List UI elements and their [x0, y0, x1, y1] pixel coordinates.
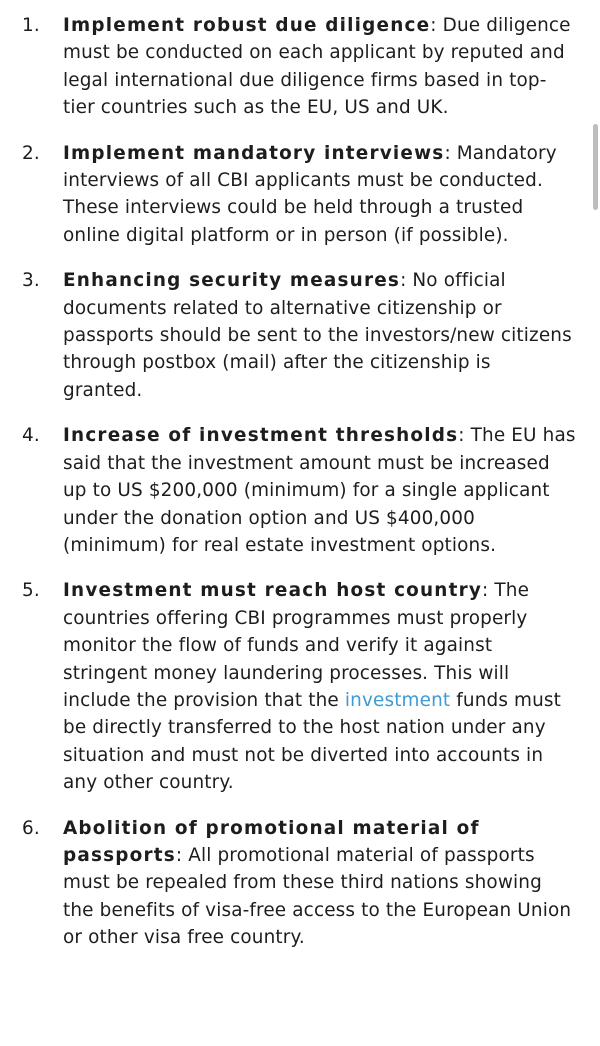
list-item: [0, 422, 580, 559]
item-text-after: funds must be directly transferred to the host nation under any situation and must not be diverted into accounts in any other country.: [63, 689, 562, 794]
item-title: Implement mandatory interviews: [63, 142, 445, 164]
item-number: 4.: [22, 425, 40, 447]
list-item: [0, 577, 580, 796]
item-text: : All promotional material of passports must be repealed from these third nations showing the benefits of visa-free access to the European Union or other visa free country.: [63, 844, 572, 949]
item-title: Enhancing security measures: [63, 270, 401, 292]
list-item: [0, 12, 580, 122]
item-text: : Due diligence must be conducted on each applicant by reputed and legal international due diligence firms based in top-tier countries such as the EU, US and UK.: [63, 15, 571, 119]
list-item: [0, 815, 580, 952]
item-number: 2.: [22, 142, 40, 164]
item-title: Increase of investment thresholds: [63, 425, 459, 447]
item-title: Abolition of promotional material of passports: [63, 817, 480, 866]
item-number: 6.: [22, 817, 40, 839]
item-number: 5.: [22, 580, 40, 602]
item-text: : Mandatory interviews of all CBI applicants must be conducted. These interviews could be held through a trusted online digital platform or in person (if possible).: [63, 142, 557, 246]
list-item: [0, 140, 580, 250]
item-title: Investment must reach host country: [63, 580, 483, 602]
item-title: Implement robust due diligence: [63, 15, 431, 36]
item-number: 3.: [22, 270, 40, 292]
item-text: : The countries offering CBI programmes must properly monitor the flow of funds and verify it against stringent money laundering processes. This will include the provision that the: [63, 580, 530, 711]
recommendations-list: [0, 12, 580, 970]
item-text: : No official documents related to alternative citizenship or passports should be sent to the investors/new citizens through postbox (mail) after the citizenship is granted.: [63, 270, 572, 401]
scrollbar-thumb[interactable]: [593, 124, 598, 210]
list-item: [0, 267, 580, 404]
investment-link[interactable]: investment: [344, 689, 451, 711]
item-number: 1.: [22, 15, 40, 36]
item-text: : The EU has said that the investment amount must be increased up to US $200,000 (minimum) for a single applicant under the donation option and US $400,000 (minimum) for real estate investment options.: [63, 425, 576, 556]
